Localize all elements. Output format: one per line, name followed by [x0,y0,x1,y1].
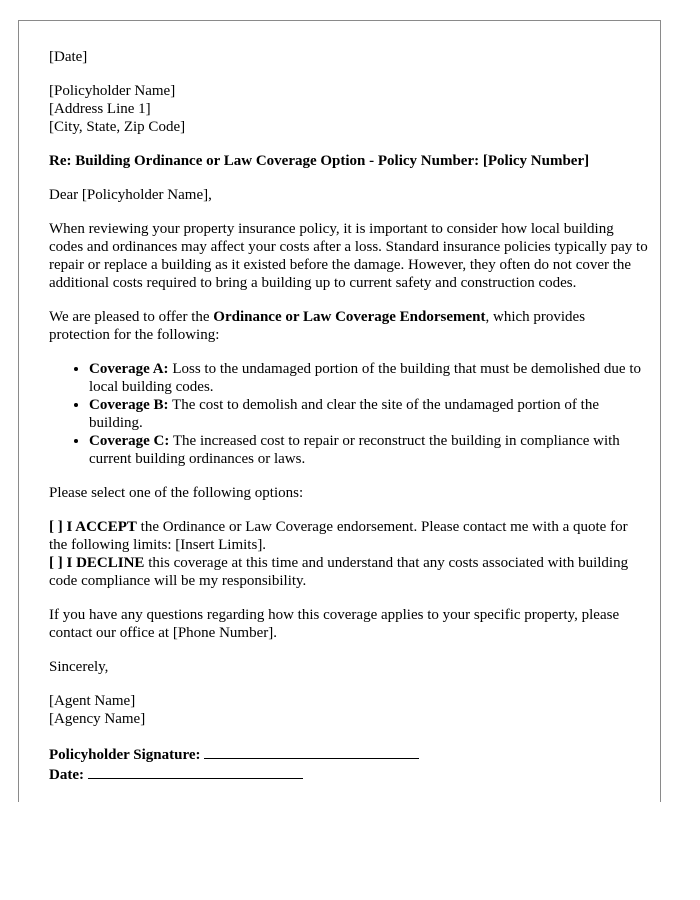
offer-text-before: We are pleased to offer the [49,309,214,325]
agency-name: [Agency Name] [49,711,146,727]
date-line[interactable] [88,764,303,779]
questions-paragraph: If you have any questions regarding how this coverage applies to your specific property, please contact our office at [Phone Number]. [49,607,620,641]
closing: Sincerely, [49,659,109,675]
subject-text: Re: Building Ordinance or Law Coverage Option - Policy Number: [Policy Number] [49,153,590,169]
option-accept[interactable] [49,518,649,554]
coverage-item-b [89,396,649,432]
accept-checkbox-label: [ ] I ACCEPT [49,519,137,535]
offer-endorsement-name: Ordinance or Law Coverage Endorsement [213,309,486,325]
date-row [49,764,649,784]
offer-text-after: , which provides protection for the following: [49,309,586,343]
recipient-address [49,82,649,136]
signature-block [49,744,649,784]
signature-line[interactable] [204,744,419,759]
select-prompt: Please select one of the following options: [49,485,304,501]
agent-name: [Agent Name] [49,693,136,709]
decline-text: this coverage at this time and understand that any costs associated with building code compliance will be my responsibility. [49,555,629,589]
coverage-label: Coverage B: [89,397,169,413]
option-decline[interactable] [49,554,649,590]
signature-row [49,744,649,764]
decline-checkbox-label: [ ] I DECLINE [49,555,145,571]
intro-paragraph: When reviewing your property insurance policy, it is important to consider how local building codes and ordinances may affect your costs after a loss. Standard insurance policies typically pay to repair or replace a building as it existed before the damage. However, they often do not cover the additional costs required to bring a building up to current safety and construction codes. [49,221,648,291]
agent-block [49,692,649,728]
coverage-label: Coverage A: [89,361,169,377]
options-block [49,518,649,590]
address-line-1: [Address Line 1] [49,101,151,117]
salutation: Dear [Policyholder Name], [49,187,212,203]
letter-body [49,48,649,784]
signature-label: Policyholder Signature: [49,747,201,763]
address-line-2: [City, State, Zip Code] [49,119,186,135]
accept-text: the Ordinance or Law Coverage endorsement. Please contact me with a quote for the following limits: [Insert Limits]. [49,519,628,553]
coverage-description: The increased cost to repair or reconstruct the building in compliance with current building ordinances or laws. [89,433,620,467]
offer-paragraph [49,308,649,344]
coverage-item-a [89,360,649,396]
coverage-label: Coverage C: [89,433,170,449]
coverage-list [49,360,649,468]
coverage-description: The cost to demolish and clear the site of the undamaged portion of the building. [89,397,599,431]
recipient-name: [Policyholder Name] [49,83,176,99]
letter-page [18,20,661,802]
date-label: Date: [49,767,84,783]
coverage-description: Loss to the undamaged portion of the building that must be demolished due to local building codes. [89,361,641,395]
letter-subject [49,152,649,170]
coverage-item-c [89,432,649,468]
letter-date: [Date] [49,49,88,65]
